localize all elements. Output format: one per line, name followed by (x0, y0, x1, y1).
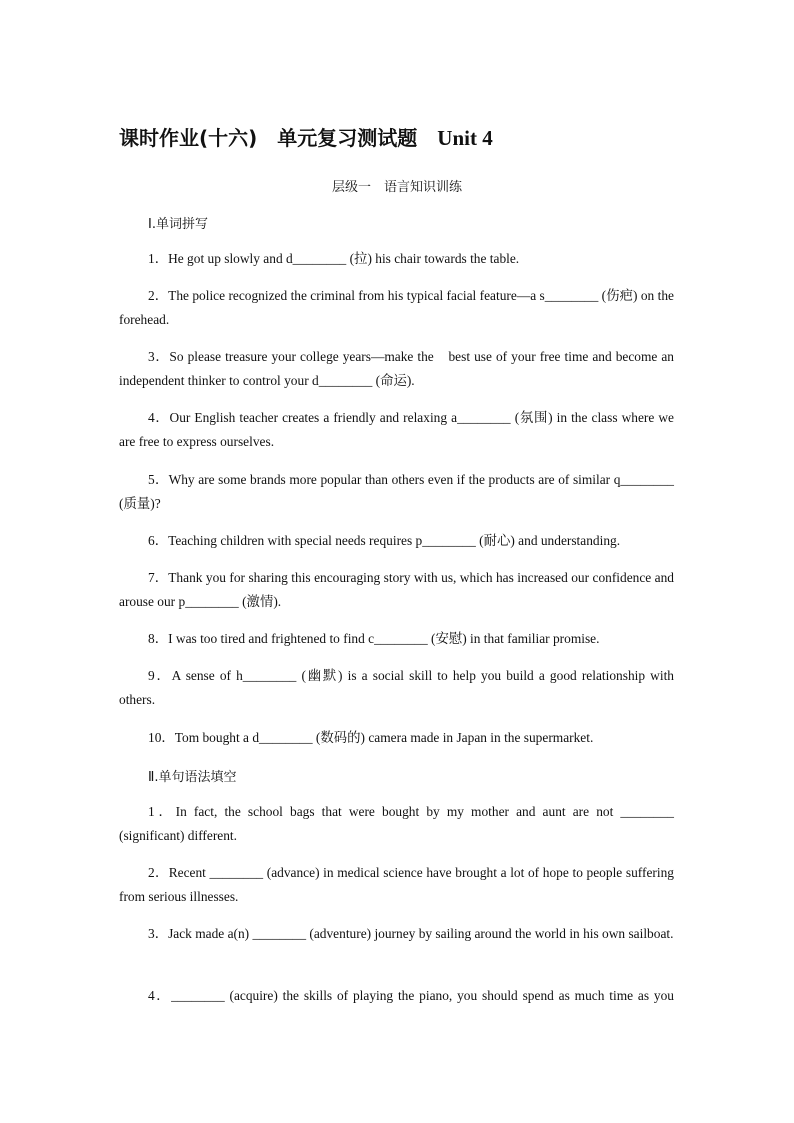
level-heading: 层级一 语言知识训练 (331, 180, 462, 195)
question-item: 4．________ (acquire) the skills of playing the piano, you should spend as much time as you (148, 988, 674, 1003)
question-item: 9．A sense of h________ (幽默) is a social skill to help you build a good relationship with others. (119, 668, 674, 707)
question-item: 1．In fact, the school bags that were bought by my mother and aunt are not ________ (significant) different. (119, 804, 674, 843)
question-item: 2．Recent ________ (advance) in medical science have brought a lot of hope to people suffering from serious illnesses. (119, 865, 674, 904)
question-item: 8．I was too tired and frightened to find c________ (安慰) in that familiar promise. (148, 631, 600, 646)
question-item: 4．Our English teacher creates a friendly and relaxing a________ (氛围) in the class where we are free to express ourselves. (119, 410, 674, 449)
question-item: 3．So please treasure your college years—make the best use of your free time and become an independent thinker to control your d________ (命运). (119, 349, 674, 388)
question-item: 1．He got up slowly and d________ (拉) his chair towards the table. (148, 251, 520, 266)
section-heading-grammar-fill: Ⅱ.单句语法填空 (148, 770, 237, 785)
question-item: 3．Jack made a(n) ________ (adventure) journey by sailing around the world in his own sailboat. (148, 926, 674, 941)
question-item: 2．The police recognized the criminal from his typical facial feature—a s________ (伤疤) on the forehead. (119, 288, 674, 327)
section-heading-word-spelling: Ⅰ.单词拼写 (148, 217, 208, 232)
page-title (119, 122, 493, 151)
title-text: 课时作业(十六) 单元复习测试题 (119, 126, 438, 150)
question-item: 7．Thank you for sharing this encouraging story with us, which has increased our confidence and arouse our p________ (激情). (119, 570, 674, 609)
question-item: 6．Teaching children with special needs requires p________ (耐心) and understanding. (148, 533, 621, 548)
question-item: 5．Why are some brands more popular than others even if the products are of similar q________ (质量)? (119, 472, 674, 511)
question-item: 10．Tom bought a d________ (数码的) camera made in Japan in the supermarket. (148, 730, 594, 745)
title-unit: Unit 4 (437, 126, 493, 150)
